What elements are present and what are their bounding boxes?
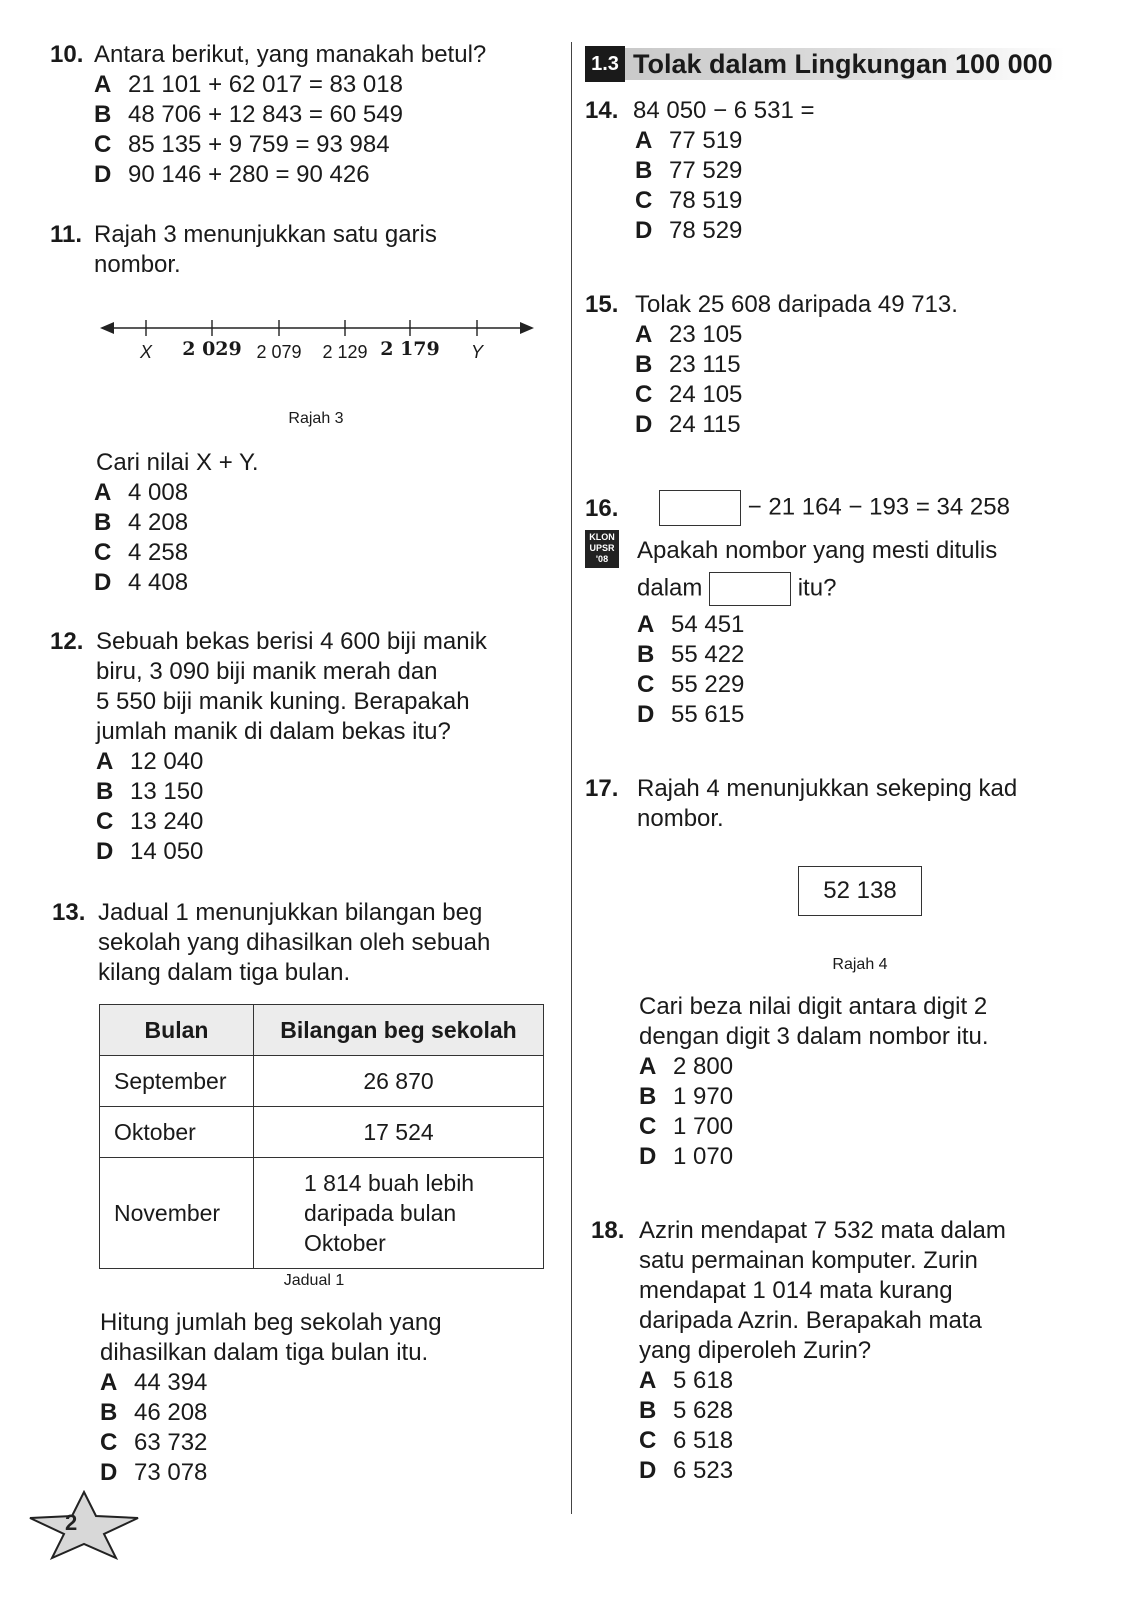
option-b[interactable]: B 46 208 (100, 1399, 208, 1426)
figure-caption: Rajah 3 (288, 410, 344, 427)
table-cell-count: 26 870 (254, 1056, 544, 1107)
option-a[interactable]: A 4 008 (94, 479, 189, 506)
option-c[interactable]: C 1 700 (639, 1113, 734, 1140)
question-text: sekolah yang dihasilkan oleh sebuah (98, 929, 491, 956)
question-text: Apakah nombor yang mesti ditulis (637, 537, 998, 564)
table-header-count: Bilangan beg sekolah (254, 1005, 544, 1056)
table-cell-count: 17 524 (254, 1107, 544, 1158)
table-cell-month: Oktober (100, 1107, 254, 1158)
page-number-star-icon (28, 1490, 140, 1560)
question-text: 5 550 biji manik kuning. Berapakah (96, 688, 470, 715)
question-text: Sebuah bekas berisi 4 600 biji manik (96, 628, 487, 655)
question-text: yang diperoleh Zurin? (639, 1337, 872, 1364)
question-text: kilang dalam tiga bulan. (98, 959, 351, 986)
option-c[interactable]: C 85 135 + 9 759 = 93 984 (94, 131, 390, 158)
options (94, 478, 188, 598)
option-a[interactable]: A 44 394 (100, 1369, 208, 1396)
option-a[interactable]: A 54 451 (637, 611, 745, 638)
question-text: satu permainan komputer. Zurin (639, 1247, 978, 1274)
question-text: dihasilkan dalam tiga bulan itu. (100, 1339, 429, 1366)
section-number-badge: 1.3 (585, 46, 625, 82)
number-line-label-y: Y (470, 342, 484, 362)
right-column (585, 0, 1124, 1600)
option-c[interactable]: C 6 518 (639, 1427, 734, 1454)
option-c[interactable]: C 63 732 (100, 1429, 208, 1456)
figure-caption: Rajah 4 (832, 956, 888, 973)
option-d[interactable]: D 14 050 (96, 838, 204, 865)
option-b[interactable]: B 4 208 (94, 509, 189, 536)
question-text: dengan digit 3 dalam nombor itu. (639, 1023, 989, 1050)
option-c[interactable]: C 4 258 (94, 539, 189, 566)
section-header (585, 42, 1065, 86)
question-number: 13. (52, 899, 86, 926)
question-text: Antara berikut, yang manakah betul? (94, 41, 487, 68)
option-a[interactable]: A 77 519 (635, 127, 743, 154)
question-text: Rajah 3 menunjukkan satu garis (94, 221, 437, 248)
options (639, 1052, 733, 1172)
question-equation: − 21 164 − 193 = 34 258 (659, 490, 1010, 526)
options (96, 747, 203, 867)
option-a[interactable]: A 5 618 (639, 1367, 734, 1394)
question-number: 12. (50, 628, 84, 655)
table-row (100, 1158, 544, 1269)
section-title: Tolak dalam Lingkungan 100 000 (633, 49, 1053, 79)
question-number: 16. (585, 495, 619, 522)
question-text: Tolak 25 608 daripada 49 713. (635, 291, 958, 318)
question-number: 18. (591, 1217, 625, 1244)
question-text: Jadual 1 menunjukkan bilangan beg (98, 899, 483, 926)
options (635, 320, 742, 440)
options (635, 126, 742, 246)
question-text: Cari beza nilai digit antara digit 2 (639, 993, 988, 1020)
options (94, 70, 403, 190)
klon-upsr-badge: KLON UPSR '08 (585, 530, 619, 568)
option-c[interactable]: C 78 519 (635, 187, 743, 214)
question-text: daripada Azrin. Berapakah mata (639, 1307, 982, 1334)
answer-blank-box[interactable] (709, 572, 791, 606)
option-b[interactable]: B 77 529 (635, 157, 743, 184)
number-line-label: 2 179 (380, 338, 440, 360)
option-a[interactable]: A 2 800 (639, 1053, 734, 1080)
table-cell-month: September (100, 1056, 254, 1107)
question-text: Rajah 4 menunjukkan sekeping kad (637, 775, 1018, 802)
question-number: 11. (50, 221, 83, 248)
question-text: jumlah manik di dalam bekas itu? (96, 718, 451, 745)
bags-table (99, 1004, 544, 1269)
option-d[interactable]: D 24 115 (635, 411, 741, 438)
option-d[interactable]: D 73 078 (100, 1459, 208, 1486)
question-text: dalam itu? (637, 572, 836, 606)
option-c[interactable]: C 13 240 (96, 808, 204, 835)
question-text: 84 050 − 6 531 = (633, 97, 815, 124)
question-text: Hitung jumlah beg sekolah yang (100, 1309, 442, 1336)
number-line-label-x: X (139, 342, 153, 362)
option-b[interactable]: B 48 706 + 12 843 = 60 549 (94, 101, 403, 128)
option-d[interactable]: D 4 408 (94, 569, 189, 596)
options (639, 1366, 733, 1486)
table-row (100, 1056, 544, 1107)
question-number: 15. (585, 291, 619, 318)
option-b[interactable]: B 23 115 (635, 351, 741, 378)
option-c[interactable]: C 55 229 (637, 671, 745, 698)
table-cell-month: November (100, 1158, 254, 1269)
number-line-label: 2 079 (256, 342, 302, 362)
table-row (100, 1107, 544, 1158)
column-divider (571, 42, 572, 1514)
option-d[interactable]: D 90 146 + 280 = 90 426 (94, 161, 370, 188)
option-b[interactable]: B 1 970 (639, 1083, 734, 1110)
question-number: 10. (50, 41, 84, 68)
option-b[interactable]: B 55 422 (637, 641, 745, 668)
number-line-label: 2 129 (322, 342, 368, 362)
option-d[interactable]: D 78 529 (635, 217, 743, 244)
question-text: nombor. (637, 805, 724, 832)
option-b[interactable]: B 13 150 (96, 778, 204, 805)
option-a[interactable]: A 21 101 + 62 017 = 83 018 (94, 71, 403, 98)
option-d[interactable]: D 1 070 (639, 1143, 734, 1170)
answer-blank-box[interactable] (659, 490, 741, 526)
options (100, 1368, 207, 1488)
number-card: 52 138 (798, 866, 922, 916)
option-c[interactable]: C 24 105 (635, 381, 743, 408)
table-header-row (100, 1005, 544, 1056)
table-cell-count: 1 814 buah lebih daripada bulan Oktober (254, 1158, 544, 1269)
question-text: nombor. (94, 251, 181, 278)
option-a[interactable]: A 12 040 (96, 748, 204, 775)
number-line-label: 2 029 (182, 338, 242, 360)
table-caption: Jadual 1 (283, 1272, 345, 1289)
option-a[interactable]: A 23 105 (635, 321, 743, 348)
question-number: 14. (585, 97, 619, 124)
option-d[interactable]: D 55 615 (637, 701, 745, 728)
number-line (100, 316, 540, 366)
question-text: Cari nilai X + Y. (96, 449, 259, 476)
question-text: Azrin mendapat 7 532 mata dalam (639, 1217, 1006, 1244)
question-text: mendapat 1 014 mata kurang (639, 1277, 953, 1304)
page-number: 2 (65, 1510, 78, 1535)
options (637, 610, 744, 730)
question-number: 17. (585, 775, 619, 802)
option-d[interactable]: D 6 523 (639, 1457, 734, 1484)
table-header-month: Bulan (100, 1005, 254, 1056)
option-b[interactable]: B 5 628 (639, 1397, 734, 1424)
question-text: biru, 3 090 biji manik merah dan (96, 658, 438, 685)
